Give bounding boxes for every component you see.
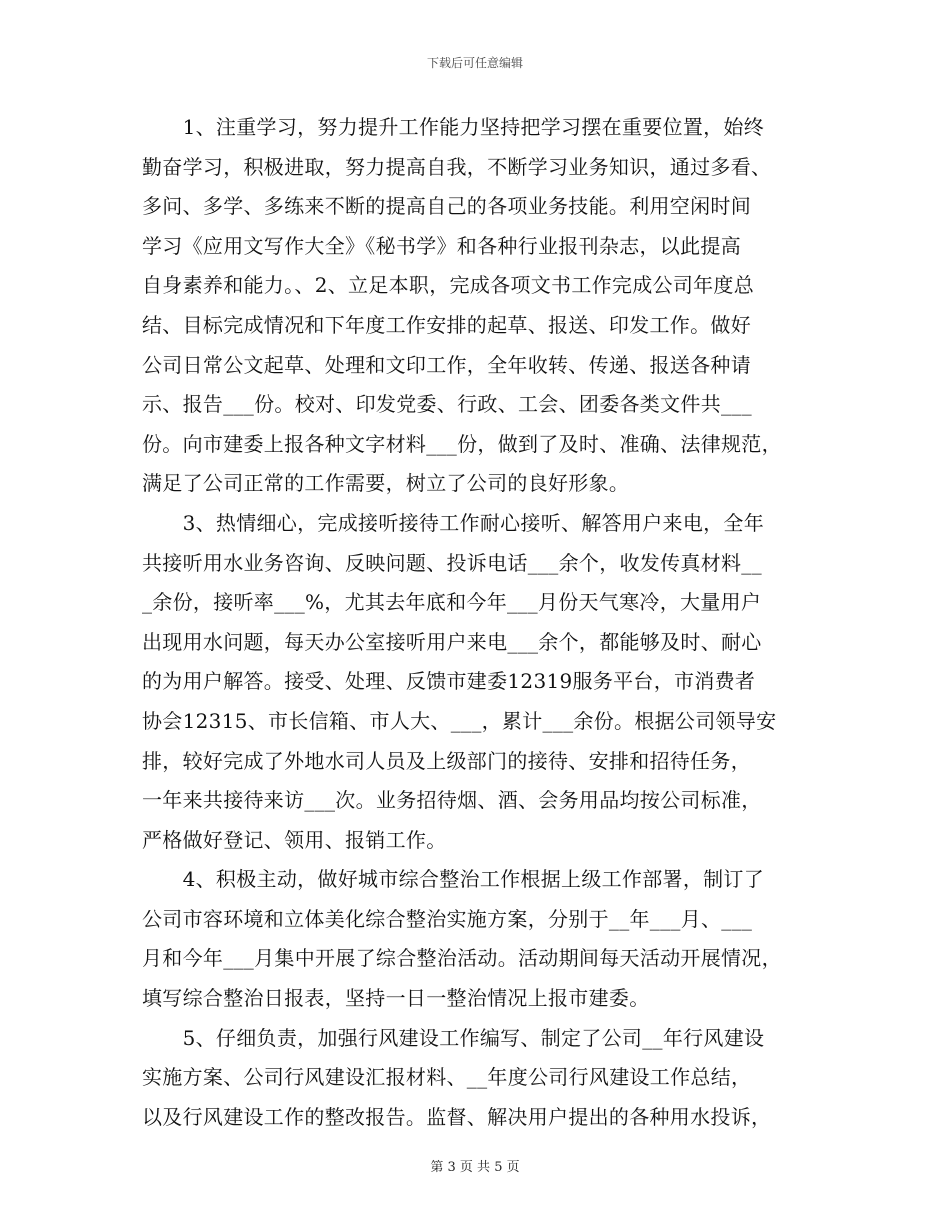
text-line: 排，较好完成了外地水司人员及上级部门的接待、安排和招待任务， — [142, 748, 751, 773]
text-line: 满足了公司正常的工作需要，树立了公司的良好形象。 — [142, 471, 630, 496]
text-line: 公司日常公文起草、处理和文印工作，全年收转、传递、报送各种请 — [142, 352, 751, 377]
text-line: 份。向市建委上报各种文字材料___份，做到了及时、准确、法律规范， — [142, 431, 782, 456]
text-line: 严格做好登记、领用、报销工作。 — [142, 827, 447, 852]
text-line: _余份，接听率___%，尤其去年底和今年___月份天气寒冷，大量用户 — [142, 590, 762, 615]
text-line: 自身素养和能力。、2、立足本职，完成各项文书工作完成公司年度总 — [142, 273, 755, 298]
text-line: 共接听用水业务咨询、反映问题、投诉电话___余个，收发传真材料__ — [142, 550, 762, 575]
text-line: 勤奋学习，积极进取，努力提高自我，不断学习业务知识，通过多看、 — [142, 154, 772, 179]
text-line: 的为用户解答。接受、处理、反馈市建委12319服务平台，市消费者 — [142, 669, 756, 694]
text-line: 4、积极主动，做好城市综合整治工作根据上级工作部署，制订了 — [142, 867, 765, 892]
text-line: 结、目标完成情况和下年度工作安排的起草、报送、印发工作。做好 — [142, 312, 751, 337]
text-line: 一年来共接待来访___次。业务招待烟、酒、会务用品均按公司标准， — [142, 788, 762, 813]
text-line: 学习《应用文写作大全》《秘书学》和各种行业报刊杂志，以此提高 — [142, 233, 741, 258]
text-line: 公司市容环境和立体美化综合整治实施方案，分别于__年___月、___ — [142, 906, 753, 931]
text-line: 出现用水问题，每天办公室接听用户来电___余个，都能够及时、耐心 — [142, 629, 762, 654]
text-line: 示、报告___份。校对、印发党委、行政、工会、团委各类文件共___ — [142, 392, 752, 417]
text-line: 月和今年___月集中开展了综合整治活动。活动期间每天活动开展情况， — [142, 946, 782, 971]
text-line: 实施方案、公司行风建设汇报材料、__年度公司行风建设工作总结， — [142, 1065, 752, 1090]
text-line: 以及行风建设工作的整改报告。监督、解决用户提出的各种用水投诉， — [142, 1104, 772, 1129]
text-line: 5、仔细负责，加强行风建设工作编写、制定了公司__年行风建设 — [142, 1025, 765, 1050]
document-body — [142, 108, 812, 1137]
text-line: 3、热情细心，完成接听接待工作耐心接听、解答用户来电，全年 — [142, 510, 765, 535]
text-line: 多问、多学、多练来不断的提高自己的各项业务技能。利用空闲时间 — [142, 194, 751, 219]
text-line: 填写综合整治日报表，坚持一日一整治情况上报市建委。 — [142, 986, 650, 1011]
page-footer: 第 3 页 共 5 页 — [430, 1160, 520, 1175]
text-line: 1、注重学习，努力提升工作能力坚持把学习摆在重要位置，始终 — [142, 115, 765, 139]
text-line: 协会12315、市长信箱、市人大、___，累计___余份。根据公司领导安 — [142, 708, 777, 733]
page-header: 下载后可任意编辑 — [426, 56, 523, 70]
